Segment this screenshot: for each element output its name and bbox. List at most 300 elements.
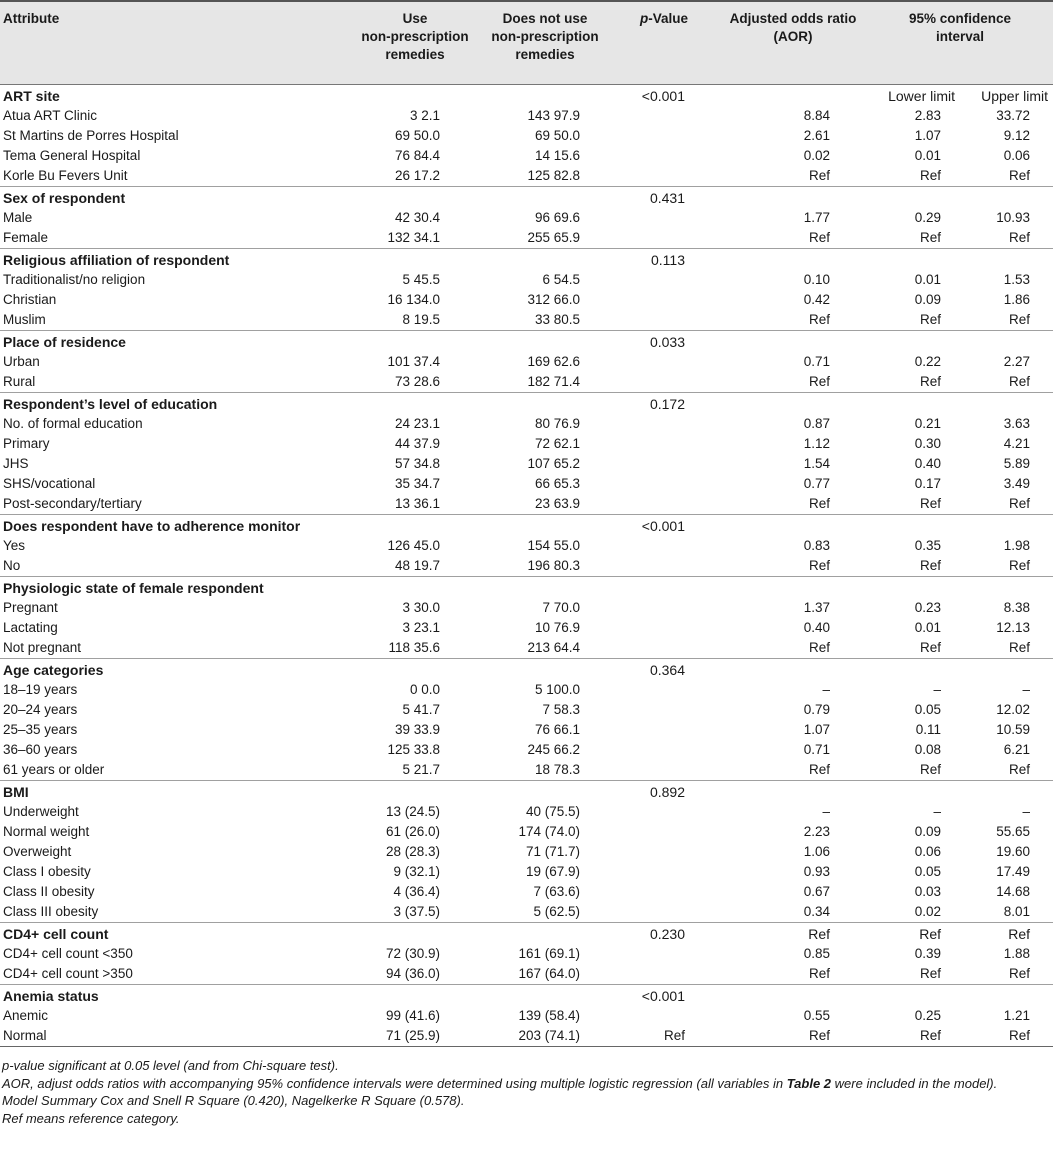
cell-ci-upper: Ref	[1008, 558, 1030, 573]
cell-not-use: 66 65.3	[534, 476, 580, 491]
cell-ci-upper: 10.59	[996, 722, 1030, 737]
cell-not-use: 19 (67.9)	[525, 864, 580, 879]
cell-use: 13 (24.5)	[385, 804, 440, 819]
cell-ci-lower: 0.01	[914, 272, 941, 287]
section-header	[0, 922, 1053, 944]
section-title: CD4+ cell count	[3, 926, 109, 942]
cell-ci-upper: 33.72	[996, 108, 1030, 123]
cell-aor: 0.42	[803, 292, 830, 307]
cell-aor: 0.77	[803, 476, 830, 491]
cell-not-use: 161 (69.1)	[518, 946, 580, 961]
row-label: Lactating	[3, 620, 58, 635]
row-label: Traditionalist/no religion	[3, 272, 146, 287]
cell-ci-upper: 1.86	[1003, 292, 1030, 307]
cell-ci-lower: 0.06	[914, 844, 941, 859]
header-ci	[870, 10, 1050, 46]
cell-aor: Ref	[808, 558, 830, 573]
cell-use: 73 28.6	[394, 374, 440, 389]
table-row	[0, 208, 1053, 228]
cell-ci-upper: 55.65	[996, 824, 1030, 839]
cell-ci-lower: Ref	[919, 168, 941, 183]
section-pvalue: <0.001	[641, 518, 685, 534]
table-row	[0, 1006, 1053, 1026]
cell-ci-lower: 0.09	[914, 292, 941, 307]
cell-ci-lower: 0.23	[914, 600, 941, 615]
cell-ci-upper: Ref	[1008, 762, 1030, 777]
cell-use: 3 30.0	[402, 600, 440, 615]
cell-ci-upper: 1.88	[1003, 946, 1030, 961]
cell-not-use: 10 76.9	[534, 620, 580, 635]
cell-not-use: 107 65.2	[527, 456, 580, 471]
header-pvalue-italic: p	[640, 11, 649, 26]
row-label: Class I obesity	[3, 864, 91, 879]
header-not-use-line1: Does not use	[502, 11, 588, 26]
cell-aor: 1.07	[803, 722, 830, 737]
cell-use: 61 (26.0)	[385, 824, 440, 839]
cell-ci-upper: 4.21	[1003, 436, 1030, 451]
cell-aor: 1.37	[803, 600, 830, 615]
cell-not-use: 18 78.3	[534, 762, 580, 777]
row-label: Rural	[3, 374, 36, 389]
cell-aor: 0.34	[803, 904, 830, 919]
header-not-use-line3: remedies	[515, 47, 575, 62]
cell-use: 3 (37.5)	[393, 904, 440, 919]
cell-ci-upper: Ref	[1008, 312, 1030, 327]
cell-not-use: 69 50.0	[534, 128, 580, 143]
header-pvalue	[640, 10, 688, 28]
row-label: Overweight	[3, 844, 72, 859]
cell-ci-upper: Ref	[1008, 230, 1030, 245]
table-row	[0, 536, 1053, 556]
row-label: SHS/vocational	[3, 476, 96, 491]
cell-use: 71 (25.9)	[385, 1028, 440, 1043]
table-row	[0, 166, 1053, 186]
cell-aor: Ref	[808, 1028, 830, 1043]
row-label: Class II obesity	[3, 884, 95, 899]
cell-ci-lower: 0.30	[914, 436, 941, 451]
cell-ci-upper: 10.93	[996, 210, 1030, 225]
cell-aor: Ref	[808, 762, 830, 777]
table-row	[0, 842, 1053, 862]
cell-ci-lower: –	[933, 682, 941, 697]
table-row	[0, 352, 1053, 372]
table-row	[0, 494, 1053, 514]
cell-aor: 0.83	[803, 538, 830, 553]
cell-ci-lower: 0.02	[914, 904, 941, 919]
cell-ci-upper: Ref	[1008, 640, 1030, 655]
cell-aor: Ref	[808, 374, 830, 389]
table-row	[0, 310, 1053, 330]
row-label: No	[3, 558, 21, 573]
table-row	[0, 372, 1053, 392]
row-label: JHS	[3, 456, 29, 471]
table-row	[0, 618, 1053, 638]
cell-aor: 0.55	[803, 1008, 830, 1023]
cell-ci-lower: Ref	[919, 1028, 941, 1043]
table-row	[0, 146, 1053, 166]
section-title: Place of residence	[3, 334, 126, 350]
row-label: 18–19 years	[3, 682, 78, 697]
cell-aor: 1.12	[803, 436, 830, 451]
cell-ci-upper: 12.13	[996, 620, 1030, 635]
cell-aor: 0.93	[803, 864, 830, 879]
note-aor-pre: AOR, adjust odds ratios with accompanying 95% confidence intervals were determined using multiple logistic regression (all variables in	[2, 1075, 787, 1091]
table-row	[0, 106, 1053, 126]
row-label: 61 years or older	[3, 762, 105, 777]
cell-aor: 0.67	[803, 884, 830, 899]
cell-aor: 0.10	[803, 272, 830, 287]
note-pvalue: p-value significant at 0.05 level (and from Chi-square test).	[2, 1058, 339, 1073]
cell-use: 9 (32.1)	[393, 864, 440, 879]
cell-ci-lower: Ref	[919, 312, 941, 327]
section-pvalue: 0.172	[649, 396, 685, 412]
table-row	[0, 760, 1053, 780]
row-label: 20–24 years	[3, 702, 78, 717]
cell-aor: 0.85	[803, 946, 830, 961]
header-not-use	[455, 10, 635, 64]
cell-ci-lower: 0.39	[914, 946, 941, 961]
ci-lower-label: Lower limit	[888, 88, 955, 104]
section-header	[0, 248, 1053, 270]
cell-not-use: 139 (58.4)	[518, 1008, 580, 1023]
cell-aor: 2.61	[803, 128, 830, 143]
cell-aor: 1.06	[803, 844, 830, 859]
section-pvalue: 0.033	[649, 334, 685, 350]
table-row	[0, 598, 1053, 618]
cell-aor: Ref	[808, 496, 830, 511]
row-label: Christian	[3, 292, 57, 307]
row-label: CD4+ cell count >350	[3, 966, 133, 981]
cell-ci-lower: 0.08	[914, 742, 941, 757]
cell-not-use: 33 80.5	[534, 312, 580, 327]
cell-not-use: 167 (64.0)	[518, 966, 580, 981]
cell-not-use: 7 70.0	[542, 600, 580, 615]
cell-use: 101 37.4	[387, 354, 440, 369]
cell-use: 76 84.4	[394, 148, 440, 163]
row-label: Underweight	[3, 804, 79, 819]
cell-ci-upper: Ref	[1008, 496, 1030, 511]
table-row	[0, 944, 1053, 964]
cell-ci-lower: 0.29	[914, 210, 941, 225]
cell-ci-lower: 0.01	[914, 148, 941, 163]
cell-use: 118 35.6	[388, 640, 440, 655]
cell-use: 48 19.7	[394, 558, 440, 573]
cell-ci-lower: 0.03	[914, 884, 941, 899]
cell-not-use: 71 (71.7)	[525, 844, 580, 859]
cell-ci-upper: 14.68	[996, 884, 1030, 899]
cell-aor: 1.77	[803, 210, 830, 225]
section-pvalue: 0.892	[649, 784, 685, 800]
cell-use: 5 45.5	[402, 272, 440, 287]
cell-ci-lower: 0.35	[914, 538, 941, 553]
cell-ci-upper: 1.53	[1003, 272, 1030, 287]
header-use-line3: remedies	[385, 47, 445, 62]
cell-use: 4 (36.4)	[393, 884, 440, 899]
table-row	[0, 556, 1053, 576]
row-label: Anemic	[3, 1008, 49, 1023]
cell-use: 5 21.7	[402, 762, 440, 777]
table-row	[0, 1026, 1053, 1046]
cell-not-use: 196 80.3	[527, 558, 580, 573]
cell-not-use: 154 55.0	[527, 538, 580, 553]
section-hi: Ref	[1008, 926, 1030, 942]
section-header	[0, 780, 1053, 802]
section-title: BMI	[3, 784, 29, 800]
cell-aor: Ref	[808, 312, 830, 327]
section-pvalue: <0.001	[641, 88, 685, 104]
note-ref: Ref means reference category.	[2, 1110, 180, 1126]
section-header	[0, 658, 1053, 680]
table-row	[0, 454, 1053, 474]
table-row	[0, 474, 1053, 494]
cell-ci-lower: 0.05	[914, 864, 941, 879]
cell-ci-upper: 8.01	[1003, 904, 1030, 919]
cell-ci-lower: 0.09	[914, 824, 941, 839]
cell-ci-upper: 19.60	[996, 844, 1030, 859]
section-header	[0, 514, 1053, 536]
cell-ci-upper: 1.21	[1003, 1008, 1030, 1023]
cell-use: 8 19.5	[402, 312, 440, 327]
cell-aor: 2.23	[803, 824, 830, 839]
table-row	[0, 720, 1053, 740]
cell-not-use: 40 (75.5)	[525, 804, 580, 819]
header-pvalue-rest: -Value	[648, 11, 689, 26]
section-pvalue: 0.230	[649, 926, 685, 942]
cell-not-use: 6 54.5	[542, 272, 580, 287]
row-label: Tema General Hospital	[3, 148, 141, 163]
cell-ci-lower: Ref	[919, 230, 941, 245]
row-label: Female	[3, 230, 49, 245]
table-row	[0, 902, 1053, 922]
cell-not-use: 255 65.9	[527, 230, 580, 245]
table-row	[0, 434, 1053, 454]
section-header	[0, 85, 1053, 106]
cell-use: 57 34.8	[394, 456, 440, 471]
row-label: Male	[3, 210, 33, 225]
cell-not-use: 312 66.0	[527, 292, 580, 307]
section-title: Physiologic state of female respondent	[3, 580, 264, 596]
row-label: 25–35 years	[3, 722, 78, 737]
cell-aor: 0.79	[803, 702, 830, 717]
cell-ci-lower: 0.22	[914, 354, 941, 369]
cell-ci-lower: 0.11	[915, 722, 941, 737]
cell-ci-upper: 9.12	[1003, 128, 1030, 143]
header-aor-line2: (AOR)	[773, 29, 813, 44]
section-title: Age categories	[3, 662, 104, 678]
cell-use: 44 37.9	[394, 436, 440, 451]
cell-use: 5 41.7	[402, 702, 440, 717]
table-row	[0, 228, 1053, 248]
cell-use: 42 30.4	[394, 210, 440, 225]
row-label: Normal weight	[3, 824, 90, 839]
cell-use: 13 36.1	[394, 496, 440, 511]
cell-not-use: 72 62.1	[534, 436, 580, 451]
table-row	[0, 638, 1053, 658]
cell-use: 3 23.1	[402, 620, 440, 635]
row-label: Class III obesity	[3, 904, 99, 919]
table-row	[0, 802, 1053, 822]
row-label: Atua ART Clinic	[3, 108, 98, 123]
section-aor: Ref	[808, 926, 830, 942]
cell-ci-upper: 6.21	[1003, 742, 1030, 757]
cell-not-use: 14 15.6	[534, 148, 580, 163]
cell-aor: –	[822, 804, 830, 819]
cell-not-use: 203 (74.1)	[518, 1028, 580, 1043]
section-header	[0, 392, 1053, 414]
table-row	[0, 126, 1053, 146]
cell-not-use: 125 82.8	[527, 168, 580, 183]
cell-ci-lower: 0.01	[914, 620, 941, 635]
cell-ci-upper: –	[1022, 804, 1030, 819]
row-label: Post-secondary/tertiary	[3, 496, 142, 511]
cell-aor: Ref	[808, 640, 830, 655]
cell-ci-upper: 0.06	[1003, 148, 1030, 163]
cell-ci-lower: Ref	[919, 762, 941, 777]
cell-use: 16 134.0	[387, 292, 440, 307]
cell-aor: 0.02	[803, 148, 830, 163]
header-attribute: Attribute	[3, 11, 60, 26]
cell-not-use: 213 64.4	[527, 640, 580, 655]
header-use-line2: non-prescription	[361, 29, 469, 44]
table-row	[0, 270, 1053, 290]
header-use-line1: Use	[402, 11, 428, 26]
note-aor-post: were included in the model).	[831, 1075, 998, 1091]
cell-ci-upper: –	[1022, 682, 1030, 697]
cell-ci-upper: Ref	[1008, 966, 1030, 981]
table-row	[0, 964, 1053, 984]
table-row	[0, 700, 1053, 720]
cell-use: 39 33.9	[394, 722, 440, 737]
row-label: Muslim	[3, 312, 46, 327]
section-lo: Ref	[919, 926, 941, 942]
section-title: Anemia status	[3, 988, 99, 1004]
cell-ci-upper: 12.02	[996, 702, 1030, 717]
row-label: 36–60 years	[3, 742, 78, 757]
table-row	[0, 414, 1053, 434]
table-row	[0, 740, 1053, 760]
section-pvalue: 0.113	[651, 252, 685, 268]
cell-ci-lower: Ref	[919, 640, 941, 655]
header-aor	[708, 10, 878, 46]
cell-ci-lower: 0.05	[914, 702, 941, 717]
cell-not-use: 76 66.1	[534, 722, 580, 737]
cell-not-use: 23 63.9	[534, 496, 580, 511]
cell-ci-upper: 5.89	[1003, 456, 1030, 471]
cell-ci-upper: 2.27	[1003, 354, 1030, 369]
cell-ci-lower: 0.21	[914, 416, 941, 431]
section-title: ART site	[3, 88, 60, 104]
note-aor	[2, 1075, 1053, 1093]
cell-pvalue: Ref	[663, 1028, 685, 1043]
cell-ci-upper: 17.49	[996, 864, 1030, 879]
table-body	[0, 85, 1053, 1046]
note-model-summary: Model Summary Cox and Snell R Square (0.420), Nagelkerke R Square (0.578).	[2, 1093, 465, 1108]
cell-aor: Ref	[808, 230, 830, 245]
cell-not-use: 96 69.6	[534, 210, 580, 225]
cell-use: 132 34.1	[387, 230, 440, 245]
row-label: Not pregnant	[3, 640, 82, 655]
cell-ci-lower: 0.40	[914, 456, 941, 471]
cell-ci-upper: Ref	[1008, 374, 1030, 389]
cell-not-use: 174 (74.0)	[518, 824, 580, 839]
section-pvalue: 0.431	[649, 190, 685, 206]
cell-ci-upper: 1.98	[1003, 538, 1030, 553]
header-not-use-line2: non-prescription	[491, 29, 599, 44]
section-header	[0, 576, 1053, 598]
section-header	[0, 984, 1053, 1006]
section-pvalue: 0.364	[649, 662, 685, 678]
cell-not-use: 169 62.6	[527, 354, 580, 369]
section-pvalue: <0.001	[641, 988, 685, 1004]
cell-not-use: 80 76.9	[534, 416, 580, 431]
row-label: Korle Bu Fevers Unit	[3, 168, 128, 183]
cell-aor: 0.40	[803, 620, 830, 635]
table-row	[0, 290, 1053, 310]
row-label: CD4+ cell count <350	[3, 946, 133, 961]
cell-not-use: 5 100.0	[534, 682, 580, 697]
cell-ci-upper: 3.63	[1003, 416, 1030, 431]
cell-use: 24 23.1	[394, 416, 440, 431]
table-notes	[0, 1047, 1053, 1127]
cell-use: 0 0.0	[409, 682, 440, 697]
cell-ci-lower: 1.07	[914, 128, 941, 143]
cell-aor: Ref	[808, 168, 830, 183]
cell-aor: –	[822, 682, 830, 697]
cell-use: 99 (41.6)	[385, 1008, 440, 1023]
cell-ci-lower: Ref	[919, 374, 941, 389]
header-ci-line2: interval	[935, 29, 985, 44]
cell-not-use: 7 (63.6)	[533, 884, 580, 899]
cell-ci-lower: –	[933, 804, 941, 819]
cell-use: 35 34.7	[394, 476, 440, 491]
table-row	[0, 862, 1053, 882]
section-header	[0, 186, 1053, 208]
note-aor-table-ref: Table 2	[786, 1075, 832, 1091]
cell-aor: 8.84	[803, 108, 830, 123]
section-title: Religious affiliation of respondent	[3, 252, 230, 268]
cell-not-use: 5 (62.5)	[533, 904, 580, 919]
cell-ci-upper: Ref	[1008, 168, 1030, 183]
cell-use: 126 45.0	[387, 538, 440, 553]
cell-ci-lower: 0.25	[914, 1008, 941, 1023]
cell-not-use: 7 58.3	[542, 702, 580, 717]
cell-ci-lower: 2.83	[914, 108, 941, 123]
cell-ci-lower: Ref	[919, 966, 941, 981]
cell-aor: 0.71	[803, 354, 830, 369]
section-title: Does respondent have to adherence monitor	[3, 518, 301, 534]
row-label: Pregnant	[3, 600, 58, 615]
cell-aor: 0.71	[803, 742, 830, 757]
cell-use: 94 (36.0)	[385, 966, 440, 981]
cell-aor: 0.87	[803, 416, 830, 431]
row-label: Normal	[3, 1028, 47, 1043]
cell-ci-lower: Ref	[919, 558, 941, 573]
cell-ci-upper: Ref	[1008, 1028, 1030, 1043]
cell-use: 28 (28.3)	[385, 844, 440, 859]
cell-aor: Ref	[808, 966, 830, 981]
cell-use: 72 (30.9)	[385, 946, 440, 961]
cell-use: 3 2.1	[409, 108, 440, 123]
cell-aor: 1.54	[803, 456, 830, 471]
table-row	[0, 822, 1053, 842]
cell-not-use: 182 71.4	[527, 374, 580, 389]
row-label: Primary	[3, 436, 50, 451]
section-title: Respondent’s level of education	[3, 396, 218, 412]
cell-use: 125 33.8	[387, 742, 440, 757]
row-label: St Martins de Porres Hospital	[3, 128, 179, 143]
cell-not-use: 245 66.2	[527, 742, 580, 757]
cell-not-use: 143 97.9	[527, 108, 580, 123]
